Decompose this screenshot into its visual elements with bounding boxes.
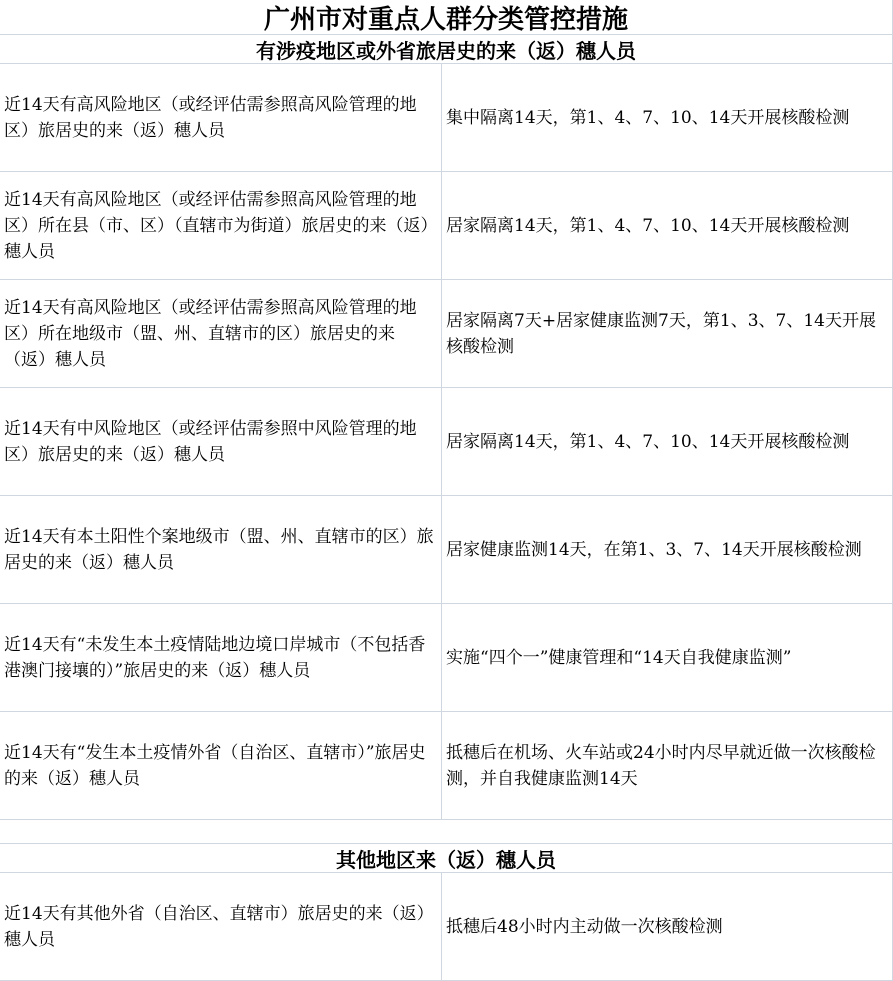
- table-row-5-group: 近14天有本土阳性个案地级市（盟、州、直辖市的区）旅居史的来（返）穗人员: [0, 496, 442, 604]
- table-row-1-measure: 集中隔离14天，第1、4、7、10、14天开展核酸检测: [442, 64, 893, 172]
- table-row-2-measure: 居家隔离14天，第1、4、7、10、14天开展核酸检测: [442, 172, 893, 280]
- table-row-5-measure: 居家健康监测14天，在第1、3、7、14天开展核酸检测: [442, 496, 893, 604]
- spacer-row: [0, 820, 893, 844]
- table-row-7-measure: 抵穗后在机场、火车站或24小时内尽早就近做一次核酸检测，并自我健康监测14天: [442, 712, 893, 820]
- table-row-6-group: 近14天有“未发生本土疫情陆地边境口岸城市（不包括香港澳门接壤的）”旅居史的来（返）穗人员: [0, 604, 442, 712]
- table-row-1-group: 近14天有高风险地区（或经评估需参照高风险管理的地区）旅居史的来（返）穗人员: [0, 64, 442, 172]
- table-row-3-measure: 居家隔离7天+居家健康监测7天，第1、3、7、14天开展核酸检测: [442, 280, 893, 388]
- table-row-4-measure: 居家隔离14天，第1、4、7、10、14天开展核酸检测: [442, 388, 893, 496]
- table-row-8-measure: 抵穗后48小时内主动做一次核酸检测: [442, 873, 893, 981]
- section-header-other-areas: 其他地区来（返）穗人员: [0, 844, 893, 873]
- table-row-6-measure: 实施“四个一”健康管理和“14天自我健康监测”: [442, 604, 893, 712]
- table-row-4-group: 近14天有中风险地区（或经评估需参照中风险管理的地区）旅居史的来（返）穗人员: [0, 388, 442, 496]
- table-row-3-group: 近14天有高风险地区（或经评估需参照高风险管理的地区）所在地级市（盟、州、直辖市的区）旅居史的来（返）穗人员: [0, 280, 442, 388]
- table-row-7-group: 近14天有“发生本土疫情外省（自治区、直辖市）”旅居史的来（返）穗人员: [0, 712, 442, 820]
- table-row-8-group: 近14天有其他外省（自治区、直辖市）旅居史的来（返）穗人员: [0, 873, 442, 981]
- table-title: 广州市对重点人群分类管控措施: [0, 0, 893, 35]
- section-header-epidemic-areas: 有涉疫地区或外省旅居史的来（返）穗人员: [0, 35, 893, 64]
- table-row-2-group: 近14天有高风险地区（或经评估需参照高风险管理的地区）所在县（市、区）（直辖市为街道）旅居史的来（返）穗人员: [0, 172, 442, 280]
